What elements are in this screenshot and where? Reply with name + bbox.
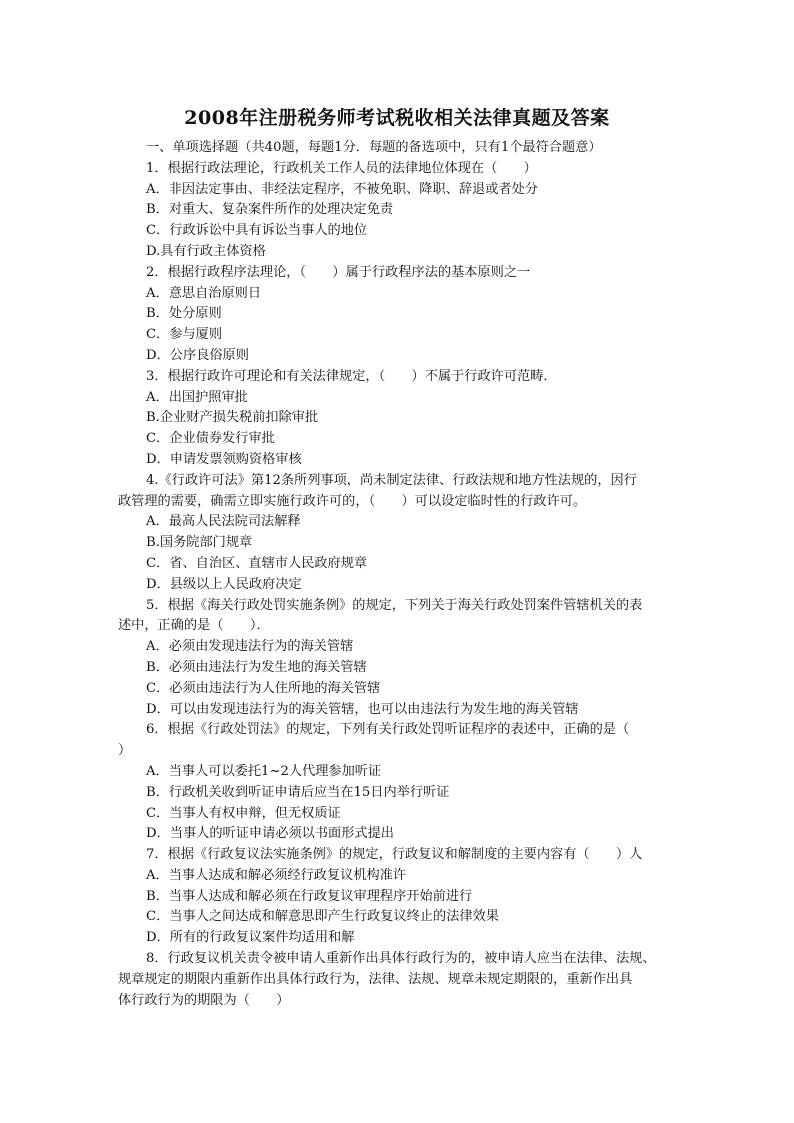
question-stem: 2．根据行政程序法理论，（ ）属于行政程序法的基本原则之一	[146, 264, 531, 280]
question-stem: 8．行政复议机关责令被申请人重新作出具体行政行为的，被申请人应当在法律、法规、	[146, 951, 656, 967]
question-stem-continued: ）	[118, 743, 132, 759]
question-stem-continued: 政管理的需要，确需立即实施行政许可的，（ ）可以设定临时性的行政许可。	[118, 493, 587, 509]
question-stem: 3．根据行政许可理论和有关法律规定，（ ）不属于行政许可范畴．	[146, 368, 557, 384]
answer-option: B.企业财产损失税前扣除审批	[146, 410, 319, 426]
answer-option: D．当事人的听证申请必须以书面形式提出	[146, 826, 394, 842]
answer-option: B.国务院部门规章	[146, 535, 253, 551]
answer-option: B．处分原则	[146, 306, 222, 322]
question-stem: 4.《行政许可法》第12条所列事项，尚未制定法律、行政法规和地方性法规的，因行	[146, 472, 637, 488]
question-stem: 6．根据《行政处罚法》的规定，下列有关行政处罚听证程序的表述中，正确的是（	[146, 722, 630, 738]
answer-option: A．出国护照审批	[146, 389, 248, 405]
answer-option: A．当事人可以委托1~2人代理参加听证	[146, 763, 382, 779]
answer-option: C．企业债券发行审批	[146, 431, 275, 447]
answer-option: D．可以由发现违法行为的海关管辖，也可以由违法行为发生地的海关管辖	[146, 701, 579, 717]
question-stem-continued: 体行政行为的期限为（ ）	[118, 992, 290, 1008]
answer-option: C．必须由违法行为人住所地的海关管辖	[146, 680, 381, 696]
answer-option: A．意思自治原则日	[146, 285, 262, 301]
answer-option: D．公序良俗原则	[146, 347, 249, 363]
answer-option: A．必须由发现违法行为的海关管辖	[146, 639, 354, 655]
answer-option: D．县级以上人民政府决定	[146, 576, 302, 592]
answer-option: A．非因法定事由、非经法定程序，不被免职、降职、辞退或者处分	[146, 181, 538, 197]
answer-option: B．对重大、复杂案件所作的处理决定免责	[146, 202, 394, 218]
question-stem: 7．根据《行政复议法实施条例》的规定，行政复议和解制度的主要内容有（ ）人	[146, 847, 643, 863]
answer-option: D.具有行政主体资格	[146, 243, 266, 259]
answer-option: D．申请发票领购资格审核	[146, 451, 302, 467]
answer-option: B．当事人达成和解必须在行政复议审理程序开始前进行	[146, 888, 473, 904]
section-heading: 一、单项选择题（共40题，每题1分．每题的备选项中，只有1个最符合题意）	[146, 140, 602, 155]
answer-option: C．当事人之间达成和解意思即产生行政复议终止的法律效果	[146, 909, 499, 925]
answer-option: A．当事人达成和解必须经行政复议机构准许	[146, 867, 407, 883]
question-stem: 1．根据行政法理论，行政机关工作人员的法律地位体现在（ ）	[146, 160, 537, 176]
answer-option: C．行政诉讼中具有诉讼当事人的地位	[146, 223, 368, 239]
answer-option: C．当事人有权申辩，但无权质证	[146, 805, 341, 821]
document-body	[118, 138, 688, 1011]
answer-option: B．必须由违法行为发生地的海关管辖	[146, 659, 367, 675]
question-stem-continued: 述中，正确的是（ ）．	[118, 618, 270, 634]
question-stem: 5．根据《海关行政处罚实施条例》的规定，下列关于海关行政处罚案件管辖机关的表	[146, 597, 643, 613]
question-stem-continued: 规章规定的期限内重新作出具体行政行为，法律、法规、规章未规定期限的，重新作出具	[118, 971, 633, 987]
document-title: 2008年注册税务师考试税收相关法律真题及答案	[184, 107, 610, 129]
answer-option: C．省、自治区、直辖市人民政府规章	[146, 555, 368, 571]
answer-option: C．参与厦则	[146, 327, 223, 343]
answer-option: D．所有的行政复议案件均适用和解	[146, 930, 355, 946]
answer-option: B．行政机关收到听证申请后应当在15日内举行听证	[146, 784, 450, 800]
answer-option: A．最高人民法院司法解释	[146, 514, 301, 530]
